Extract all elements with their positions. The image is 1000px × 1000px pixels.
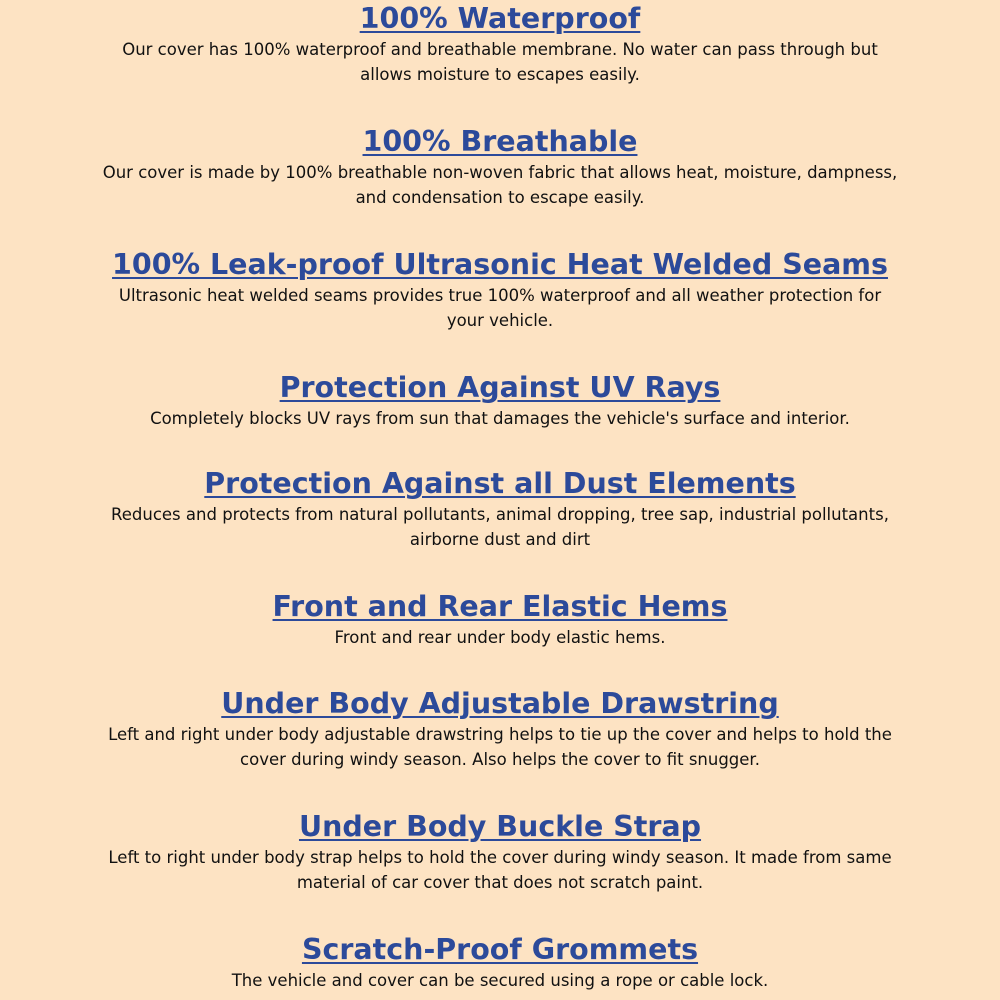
- feature-description-line: Our cover is made by 100% breathable non-woven fabric that allows heat, moisture, dampness,: [102, 163, 898, 182]
- feature-drawstring: [0, 686, 1000, 772]
- feature-breathable: [0, 124, 1000, 210]
- feature-description-line: Our cover has 100% waterproof and breathable membrane. No water can pass through but: [122, 40, 878, 59]
- feature-title: Protection Against UV Rays: [279, 371, 721, 404]
- feature-welded-seams: [0, 247, 1000, 333]
- feature-title: Front and Rear Elastic Hems: [272, 590, 728, 623]
- feature-title: 100% Waterproof: [359, 2, 641, 35]
- feature-title: 100% Breathable: [362, 125, 638, 158]
- feature-uv-protection: [0, 370, 1000, 431]
- feature-description-line: Reduces and protects from natural pollutants, animal dropping, tree sap, industrial pollutants,: [111, 505, 889, 524]
- feature-description-line: and condensation to escape easily.: [355, 188, 645, 207]
- feature-description-line: cover during windy season. Also helps the cover to fit snugger.: [240, 750, 760, 769]
- feature-description-line: airborne dust and dirt: [409, 530, 591, 549]
- feature-description-line: Completely blocks UV rays from sun that damages the vehicle's surface and interior.: [150, 409, 850, 428]
- feature-title: Under Body Buckle Strap: [298, 810, 702, 843]
- feature-description-line: your vehicle.: [446, 311, 554, 330]
- feature-description-line: The vehicle and cover can be secured using a rope or cable lock.: [231, 971, 769, 990]
- feature-buckle-strap: [0, 809, 1000, 895]
- feature-description-line: material of car cover that does not scratch paint.: [296, 873, 704, 892]
- feature-description-line: Front and rear under body elastic hems.: [334, 628, 666, 647]
- feature-waterproof: [0, 1, 1000, 87]
- feature-description-line: Left to right under body strap helps to hold the cover during windy season. It made from same: [108, 848, 892, 867]
- feature-title: Under Body Adjustable Drawstring: [221, 687, 779, 720]
- feature-elastic-hems: [0, 589, 1000, 650]
- feature-grommets: [0, 932, 1000, 993]
- feature-description-line: Ultrasonic heat welded seams provides true 100% waterproof and all weather protection for: [118, 286, 882, 305]
- feature-dust-protection: [0, 466, 1000, 552]
- feature-description-line: allows moisture to escapes easily.: [360, 65, 640, 84]
- feature-title: 100% Leak-proof Ultrasonic Heat Welded Seams: [112, 248, 888, 281]
- feature-title: Scratch-Proof Grommets: [301, 933, 699, 966]
- feature-title: Protection Against all Dust Elements: [204, 467, 796, 500]
- feature-description-line: Left and right under body adjustable drawstring helps to tie up the cover and helps to hold the: [108, 725, 892, 744]
